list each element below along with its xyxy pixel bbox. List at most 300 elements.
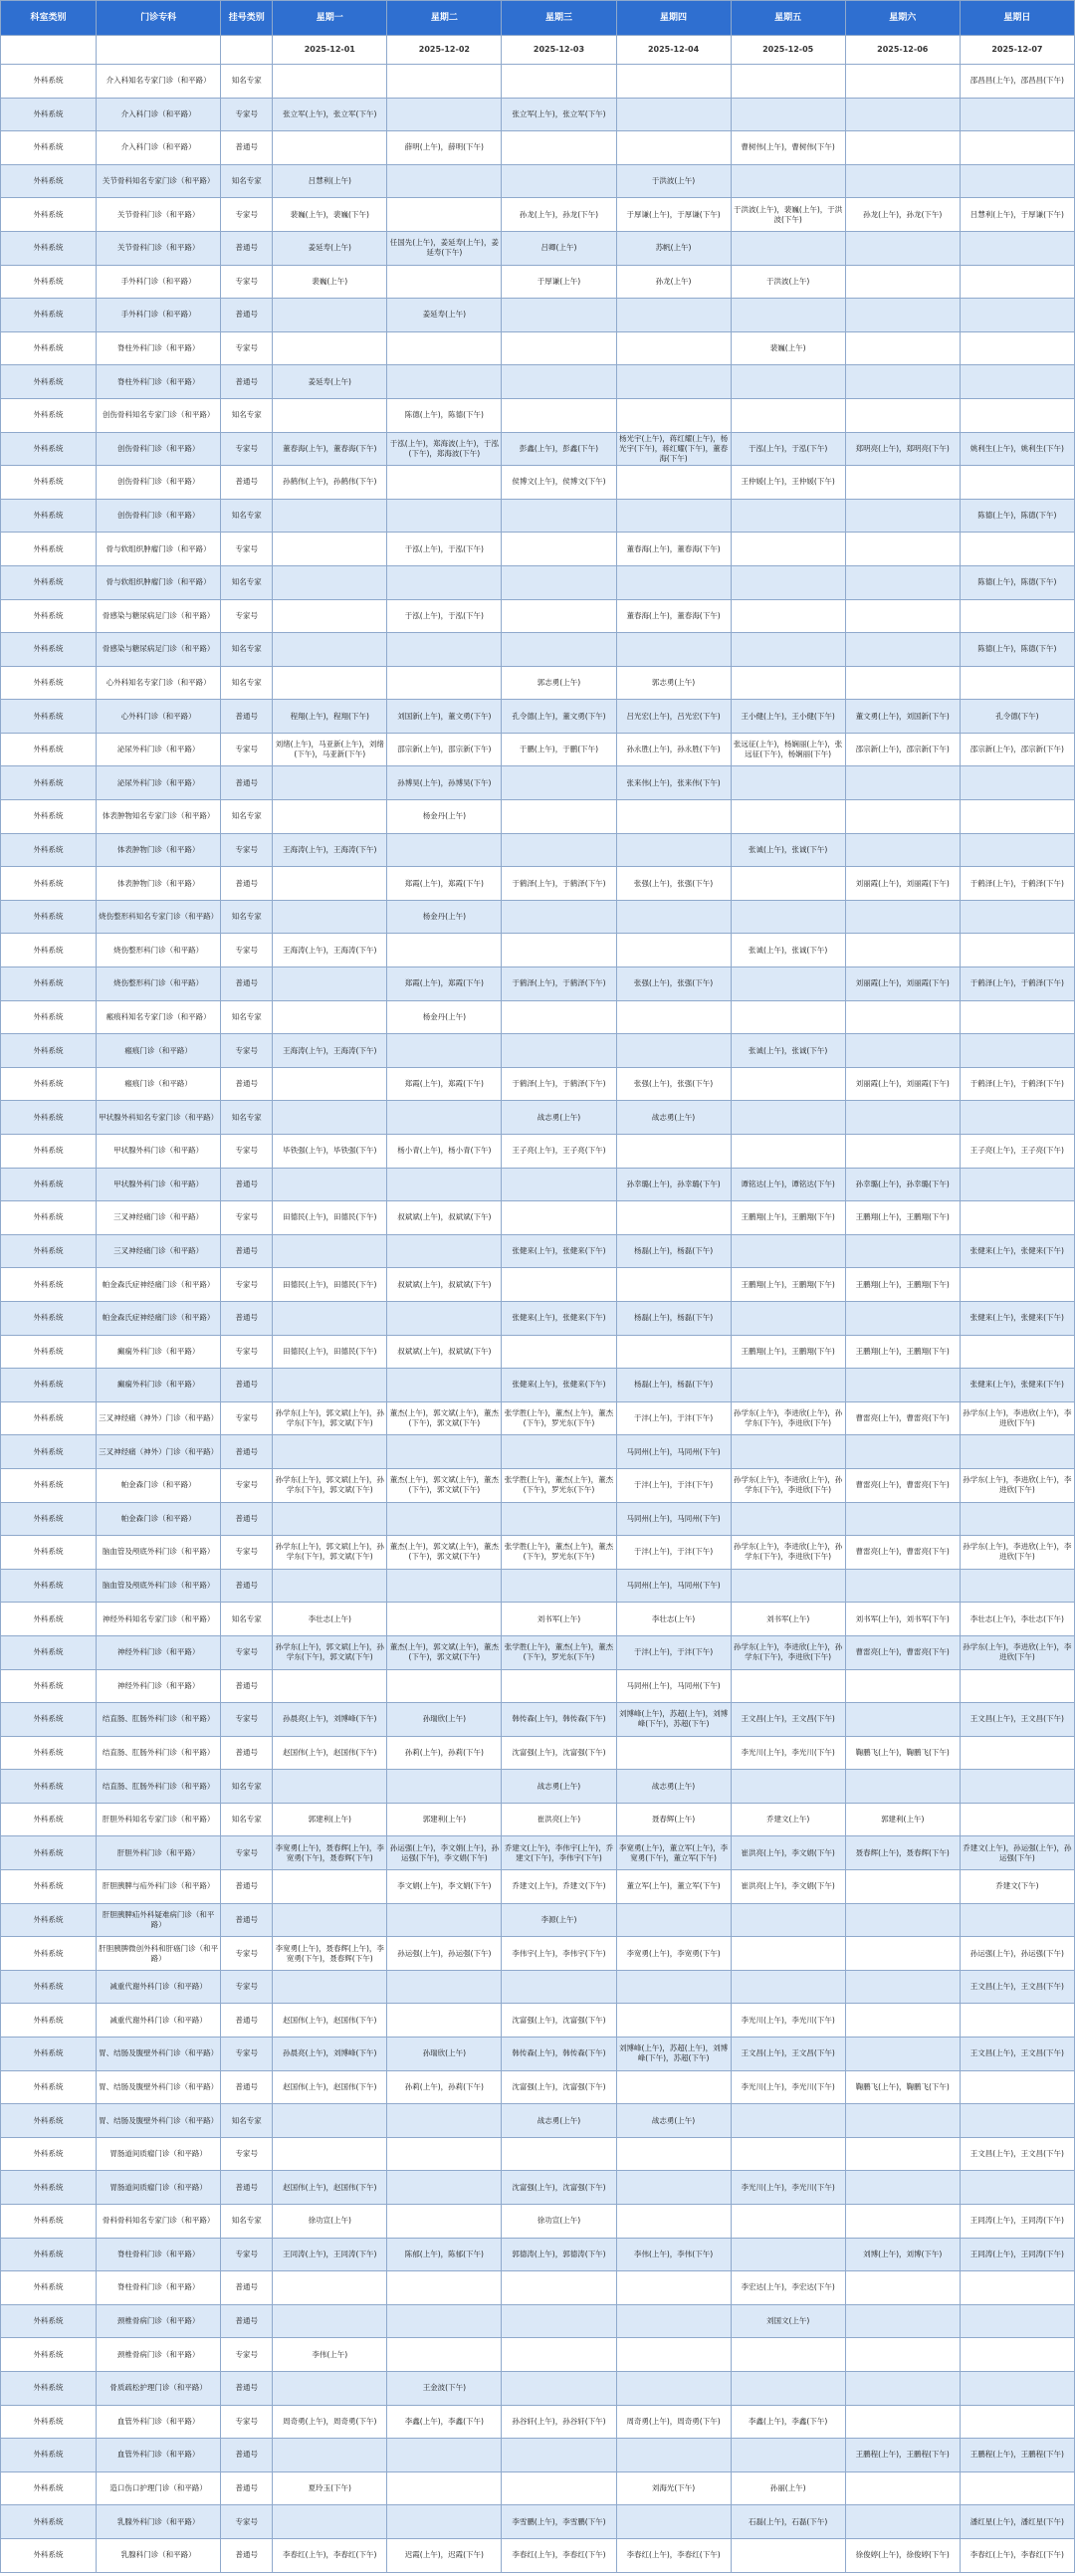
table-row [1,1836,1075,1870]
cell-sunday [960,1201,1074,1235]
cell-registration-type: 普通号 [221,2304,273,2338]
cell-saturday [845,1770,960,1804]
cell-friday: 于洪波(上午)，裴巍(上午)，于洪波(下午) [731,198,845,232]
cell-sunday: 孙学东(上午)，李进欣(上午)，李进欣(下午) [960,1536,1074,1570]
cell-clinic: 骨感染与糖尿病足门诊（和平路） [97,633,221,667]
cell-wednesday: 于鹤泽(上午)，于鹤泽(下午) [502,1067,616,1101]
cell-tuesday: 叔斌斌(上午)，叔斌斌(下午) [387,1201,502,1235]
cell-department-category: 外科系统 [1,2104,97,2138]
cell-saturday: 刘丽霞(上午)，刘丽霞(下午) [845,967,960,1001]
cell-clinic: 三叉神经痛（神外）门诊（和平路） [97,1401,221,1435]
cell-friday [731,1301,845,1335]
table-row [1,2338,1075,2372]
cell-monday [273,1168,387,1201]
cell-tuesday: 于泓(上午)，于泓(下午) [387,533,502,566]
cell-clinic: 神经外科门诊（和平路） [97,1669,221,1703]
cell-tuesday: 郑霞(上午)，郑霞(下午) [387,967,502,1001]
cell-registration-type: 专家号 [221,1836,273,1870]
cell-saturday [845,666,960,700]
cell-clinic: 结直肠、肛肠外科门诊（和平路） [97,1703,221,1737]
cell-sunday: 张健来(上午)，张健来(下午) [960,1234,1074,1268]
cell-registration-type: 专家号 [221,331,273,365]
cell-department-category: 外科系统 [1,1903,97,1937]
cell-friday: 王鹏翔(上午)，王鹏翔(下午) [731,1201,845,1235]
cell-registration-type: 知名专家 [221,65,273,99]
cell-wednesday: 郭志勇(上午) [502,666,616,700]
cell-registration-type: 知名专家 [221,666,273,700]
cell-sunday [960,331,1074,365]
cell-department-category: 外科系统 [1,299,97,332]
cell-friday [731,1569,845,1603]
table-row [1,700,1075,734]
cell-sunday [960,466,1074,500]
table-row [1,1736,1075,1770]
table-row [1,2439,1075,2472]
cell-friday [731,231,845,265]
cell-sunday: 王文昌(上午)，王文昌(下午) [960,1703,1074,1737]
cell-thursday [616,2171,731,2205]
cell-sunday [960,533,1074,566]
table-row [1,1067,1075,1101]
cell-registration-type: 普通号 [221,466,273,500]
cell-tuesday: 陈郁(上午)，陈郁(下午) [387,2238,502,2271]
cell-friday [731,1135,845,1169]
cell-tuesday: 孙莉(上午)，孙莉(下午) [387,1736,502,1770]
cell-tuesday [387,565,502,599]
cell-wednesday [502,565,616,599]
cell-friday: 王鹏翔(上午)，王鹏翔(下午) [731,1335,845,1369]
table-row [1,967,1075,1001]
cell-wednesday: 战志勇(上午) [502,2104,616,2138]
cell-registration-type: 专家号 [221,98,273,131]
cell-registration-type: 普通号 [221,365,273,399]
cell-friday: 王鹏翔(上午)，王鹏翔(下午) [731,1268,845,1302]
table-row [1,633,1075,667]
cell-tuesday [387,1903,502,1937]
cell-thursday: 董立军(上午)，董立军(下午) [616,1870,731,1904]
cell-registration-type: 专家号 [221,432,273,466]
cell-sunday [960,766,1074,800]
cell-clinic: 骨科骨科知名专家门诊（和平路） [97,2205,221,2239]
cell-monday [273,398,387,432]
cell-monday [273,1369,387,1402]
cell-saturday [845,2137,960,2171]
cell-clinic: 泌尿外科门诊（和平路） [97,733,221,766]
table-row [1,198,1075,232]
cell-thursday: 于沣(上午)，于沣(下午) [616,1635,731,1669]
cell-saturday: 王鹏翔(上午)，王鹏翔(下午) [845,1268,960,1302]
cell-wednesday [502,1201,616,1235]
cell-tuesday [387,2171,502,2205]
table-row [1,2137,1075,2171]
cell-department-category: 外科系统 [1,2038,97,2071]
cell-monday [273,499,387,533]
cell-thursday [616,1268,731,1302]
cell-tuesday [387,1569,502,1603]
cell-saturday [845,299,960,332]
cell-tuesday [387,934,502,967]
cell-saturday [845,2104,960,2138]
cell-sunday: 于鹤泽(上午)，于鹤泽(下午) [960,1067,1074,1101]
cell-thursday: 张强(上午)，张强(下午) [616,1067,731,1101]
cell-clinic: 帕金森氏症神经痛门诊（和平路） [97,1268,221,1302]
cell-clinic: 体表肿物门诊（和平路） [97,867,221,901]
cell-saturday: 刘书军(上午)，刘书军(下午) [845,1603,960,1636]
cell-wednesday [502,1000,616,1034]
cell-registration-type: 普通号 [221,1669,273,1703]
cell-department-category: 外科系统 [1,867,97,901]
cell-clinic: 颈椎骨病门诊（和平路） [97,2338,221,2372]
cell-tuesday: 孙博昊(上午)，孙博昊(下午) [387,766,502,800]
cell-wednesday [502,533,616,566]
cell-registration-type: 知名专家 [221,565,273,599]
cell-sunday: 王子亮(上午)，王子亮(下午) [960,1135,1074,1169]
cell-sunday [960,900,1074,934]
table-row [1,666,1075,700]
cell-monday: 李壮志(上午) [273,1603,387,1636]
cell-registration-type: 普通号 [221,2471,273,2505]
cell-tuesday [387,98,502,131]
cell-monday [273,533,387,566]
cell-department-category: 外科系统 [1,1635,97,1669]
cell-department-category: 外科系统 [1,231,97,265]
cell-thursday: 李宽勇(上午)，李宽勇(下午) [616,1937,731,1971]
cell-friday [731,2104,845,2138]
cell-tuesday [387,2505,502,2539]
cell-department-category: 外科系统 [1,2070,97,2104]
date-thursday: 2025-12-04 [616,36,731,65]
cell-department-category: 外科系统 [1,98,97,131]
cell-wednesday: 吕卿(上午) [502,231,616,265]
cell-tuesday: 董杰(上午)，郭文斌(上午)，董杰(下午)，郭文斌(下午) [387,1468,502,1502]
cell-saturday [845,398,960,432]
date-spacer [97,36,221,65]
cell-friday: 刘书军(上午) [731,1603,845,1636]
cell-tuesday: 董杰(上午)，郭文斌(上午)，董杰(下午)，郭文斌(下午) [387,1401,502,1435]
cell-tuesday: 薛明(上午)，薛明(下午) [387,131,502,165]
cell-thursday: 马同州(上午)，马同州(下午) [616,1502,731,1536]
cell-thursday [616,365,731,399]
cell-registration-type: 专家号 [221,2238,273,2271]
cell-department-category: 外科系统 [1,2271,97,2305]
table-row [1,164,1075,198]
cell-tuesday [387,2104,502,2138]
date-friday: 2025-12-05 [731,36,845,65]
cell-friday [731,1669,845,1703]
cell-tuesday [387,1101,502,1135]
cell-registration-type: 专家号 [221,265,273,299]
cell-monday [273,1669,387,1703]
cell-wednesday [502,1435,616,1469]
cell-monday: 裴巍(上午)，裴巍(下午) [273,198,387,232]
cell-wednesday [502,2371,616,2405]
cell-department-category: 外科系统 [1,1234,97,1268]
cell-wednesday: 李春红(上午)，李春红(下午) [502,2538,616,2572]
cell-saturday [845,2371,960,2405]
cell-department-category: 外科系统 [1,2004,97,2038]
cell-registration-type: 普通号 [221,967,273,1001]
table-row [1,2004,1075,2038]
table-row [1,766,1075,800]
cell-monday: 王海涛(上午)，王海涛(下午) [273,934,387,967]
cell-registration-type: 专家号 [221,2405,273,2439]
cell-clinic: 结直肠、肛肠外科门诊（和平路） [97,1736,221,1770]
cell-thursday [616,1034,731,1068]
cell-wednesday [502,833,616,867]
table-row [1,2171,1075,2205]
cell-monday [273,900,387,934]
cell-saturday [845,565,960,599]
table-row [1,2104,1075,2138]
cell-department-category: 外科系统 [1,800,97,834]
cell-thursday: 李壮志(上午) [616,1603,731,1636]
cell-clinic: 肝胆胰脾与疝外科门诊（和平路） [97,1870,221,1904]
table-row [1,934,1075,967]
cell-thursday: 杨磊(上午)，杨磊(下午) [616,1301,731,1335]
cell-thursday: 杨光宇(上午)，蒋红耀(上午)，杨光宇(下午)，蒋红耀(下午)，董春海(下午) [616,432,731,466]
cell-clinic: 胃肠道间质瘤门诊（和平路） [97,2171,221,2205]
cell-friday [731,65,845,99]
cell-thursday [616,499,731,533]
cell-saturday [845,633,960,667]
cell-saturday: 董文勇(上午)，刘国新(下午) [845,700,960,734]
cell-clinic: 脊柱骨科门诊（和平路） [97,2271,221,2305]
cell-tuesday [387,1369,502,1402]
cell-registration-type: 专家号 [221,1135,273,1169]
cell-friday [731,1067,845,1101]
cell-clinic: 心外科知名专家门诊（和平路） [97,666,221,700]
cell-saturday [845,900,960,934]
cell-tuesday: 叔斌斌(上午)，叔斌斌(下午) [387,1268,502,1302]
cell-registration-type: 专家号 [221,1703,273,1737]
cell-friday: 谭铭达(上午)，谭铭达(下午) [731,1168,845,1201]
cell-saturday: 孙幸璐(上午)，孙幸璐(下午) [845,1168,960,1201]
cell-tuesday: 孙莉(上午)，孙莉(下午) [387,2070,502,2104]
cell-clinic: 胃、结肠及腹壁外科门诊（和平路） [97,2038,221,2071]
cell-friday [731,2371,845,2405]
cell-saturday: 王鹏翔(上午)，王鹏翔(下午) [845,1335,960,1369]
cell-tuesday: 于泓(上午)，郑海波(上午)，于泓(下午)，郑海波(下午) [387,432,502,466]
cell-clinic: 关节骨科门诊（和平路） [97,231,221,265]
cell-monday: 李伟(上午) [273,2338,387,2372]
cell-saturday [845,331,960,365]
cell-clinic: 脑血管及颅底外科门诊（和平路） [97,1569,221,1603]
table-row [1,1870,1075,1904]
table-row [1,1401,1075,1435]
cell-wednesday: 于鹤泽(上午)，于鹤泽(下午) [502,967,616,1001]
cell-wednesday: 张立军(上午)，张立军(下午) [502,98,616,131]
cell-registration-type: 知名专家 [221,2205,273,2239]
cell-wednesday [502,299,616,332]
cell-monday [273,633,387,667]
cell-tuesday [387,1770,502,1804]
cell-monday [273,1067,387,1101]
cell-thursday [616,1135,731,1169]
cell-registration-type: 专家号 [221,1268,273,1302]
cell-sunday [960,1268,1074,1302]
cell-wednesday: 王子亮(上午)，王子亮(下午) [502,1135,616,1169]
cell-friday: 李光川(上午)，李光川(下午) [731,2004,845,2038]
cell-tuesday: 杨金丹(上午) [387,1000,502,1034]
cell-department-category: 外科系统 [1,1335,97,1369]
cell-monday: 董春海(上午)，董春海(下午) [273,432,387,466]
header-department-category: 科室类别 [1,1,97,36]
cell-clinic: 关节骨科知名专家门诊（和平路） [97,164,221,198]
cell-friday [731,98,845,131]
cell-saturday: 鞠鹏飞(上午)，鞠鹏飞(下午) [845,1736,960,1770]
cell-saturday [845,2304,960,2338]
table-row [1,331,1075,365]
cell-clinic: 甲状腺外科知名专家门诊（和平路） [97,1101,221,1135]
cell-saturday: 曹雷亮(上午)，曹雷亮(下午) [845,1468,960,1502]
cell-tuesday: 孙运强(上午)，孙运强(下午) [387,1937,502,1971]
cell-tuesday [387,2271,502,2305]
cell-department-category: 外科系统 [1,1268,97,1302]
cell-thursday [616,2004,731,2038]
cell-thursday [616,2070,731,2104]
table-row [1,1803,1075,1836]
cell-monday: 徐功宣(上午) [273,2205,387,2239]
cell-sunday: 邵宗新(上午)，邵宗新(下午) [960,733,1074,766]
cell-friday: 李宏达(上午)，李宏达(下午) [731,2271,845,2305]
cell-tuesday [387,1234,502,1268]
cell-thursday [616,1335,731,1369]
cell-monday: 孙晨亮(上午)，刘博峰(下午) [273,2038,387,2071]
cell-friday [731,1903,845,1937]
cell-thursday [616,1970,731,2004]
cell-clinic: 结直肠、肛肠外科门诊（和平路） [97,1770,221,1804]
cell-wednesday [502,1669,616,1703]
cell-wednesday: 李伟宇(上午)，李伟宇(下午) [502,1937,616,1971]
cell-clinic: 手外科门诊（和平路） [97,299,221,332]
cell-clinic: 烧伤整形科门诊（和平路） [97,934,221,967]
cell-thursday [616,833,731,867]
table-row [1,1536,1075,1570]
cell-sunday [960,2371,1074,2405]
cell-tuesday [387,666,502,700]
cell-sunday: 陈德(上午)，陈德(下午) [960,499,1074,533]
cell-monday [273,2505,387,2539]
cell-wednesday [502,1569,616,1603]
cell-monday [273,2137,387,2171]
cell-sunday [960,800,1074,834]
cell-tuesday [387,331,502,365]
cell-department-category: 外科系统 [1,2538,97,2572]
cell-saturday [845,1937,960,1971]
cell-friday: 孙学东(上午)，李进欣(上午)，孙学东(下午)，李进欣(下午) [731,1635,845,1669]
cell-friday [731,1234,845,1268]
cell-monday [273,967,387,1001]
cell-wednesday: 于鹤泽(上午)，于鹤泽(下午) [502,867,616,901]
table-row [1,1669,1075,1703]
cell-monday [273,2371,387,2405]
cell-thursday [616,299,731,332]
cell-monday: 张立军(上午)，张立军(下午) [273,98,387,131]
cell-saturday: 曹雷亮(上午)，曹雷亮(下午) [845,1401,960,1435]
cell-monday: 孙学东(上午)，郭文斌(上午)，孙学东(下午)，郭文斌(下午) [273,1536,387,1570]
cell-friday: 裴巍(上午) [731,331,845,365]
cell-saturday: 刘博(上午)，刘博(下午) [845,2238,960,2271]
cell-registration-type: 知名专家 [221,1770,273,1804]
cell-friday [731,900,845,934]
cell-saturday [845,1101,960,1135]
cell-clinic: 胃肠道间质瘤门诊（和平路） [97,2137,221,2171]
cell-saturday [845,2405,960,2439]
cell-wednesday [502,65,616,99]
cell-thursday: 战志勇(上午) [616,2104,731,2138]
cell-friday: 王文昌(上午)，王文昌(下午) [731,2038,845,2071]
date-wednesday: 2025-12-03 [502,36,616,65]
cell-saturday [845,131,960,165]
cell-friday [731,800,845,834]
cell-wednesday: 沈富强(上午)，沈富强(下午) [502,2070,616,2104]
cell-clinic: 甲状腺外科门诊（和平路） [97,1168,221,1201]
cell-tuesday [387,65,502,99]
cell-sunday [960,1435,1074,1469]
table-row [1,2471,1075,2505]
cell-sunday [960,2004,1074,2038]
cell-registration-type: 专家号 [221,1937,273,1971]
cell-sunday [960,1034,1074,1068]
cell-thursday [616,1736,731,1770]
cell-clinic: 泌尿外科门诊（和平路） [97,766,221,800]
cell-department-category: 外科系统 [1,934,97,967]
header-wednesday: 星期三 [502,1,616,36]
cell-sunday [960,2271,1074,2305]
cell-wednesday: 韩传森(上午)，韩传森(下午) [502,2038,616,2071]
cell-tuesday: 迟霞(上午)，迟霞(下午) [387,2538,502,2572]
table-row [1,299,1075,332]
date-row [1,36,1075,65]
cell-friday: 李鑫(上午)，李鑫(下午) [731,2405,845,2439]
cell-registration-type: 普通号 [221,231,273,265]
cell-wednesday: 孙谷轩(上午)，孙谷轩(下午) [502,2405,616,2439]
cell-tuesday: 孙瑞欣(上午) [387,1703,502,1737]
cell-wednesday: 孔令德(上午)，董文勇(下午) [502,700,616,734]
cell-registration-type: 普通号 [221,1502,273,1536]
cell-friday [731,633,845,667]
cell-sunday: 张健来(上午)，张健来(下午) [960,1369,1074,1402]
cell-sunday [960,1669,1074,1703]
cell-clinic: 脑血管及颅底外科门诊（和平路） [97,1536,221,1570]
cell-clinic: 三叉神经痛门诊（和平路） [97,1234,221,1268]
cell-tuesday [387,466,502,500]
cell-clinic: 脊柱外科门诊（和平路） [97,331,221,365]
cell-registration-type: 专家号 [221,1635,273,1669]
cell-friday [731,1435,845,1469]
table-row [1,2538,1075,2572]
cell-wednesday [502,2471,616,2505]
cell-department-category: 外科系统 [1,1970,97,2004]
date-tuesday: 2025-12-02 [387,36,502,65]
cell-wednesday: 彭鑫(上午)，彭鑫(下午) [502,432,616,466]
cell-registration-type: 普通号 [221,1369,273,1402]
cell-department-category: 外科系统 [1,2371,97,2405]
cell-thursday: 于沣(上午)，于沣(下午) [616,1536,731,1570]
cell-sunday [960,299,1074,332]
table-row [1,2271,1075,2305]
cell-tuesday [387,2304,502,2338]
cell-saturday [845,2505,960,2539]
cell-monday: 孙晨亮(上午)，刘博峰(下午) [273,1703,387,1737]
cell-sunday [960,1168,1074,1201]
cell-sunday [960,2338,1074,2372]
cell-saturday [845,65,960,99]
cell-sunday [960,934,1074,967]
cell-department-category: 外科系统 [1,365,97,399]
cell-tuesday [387,2137,502,2171]
cell-saturday [845,1369,960,1402]
